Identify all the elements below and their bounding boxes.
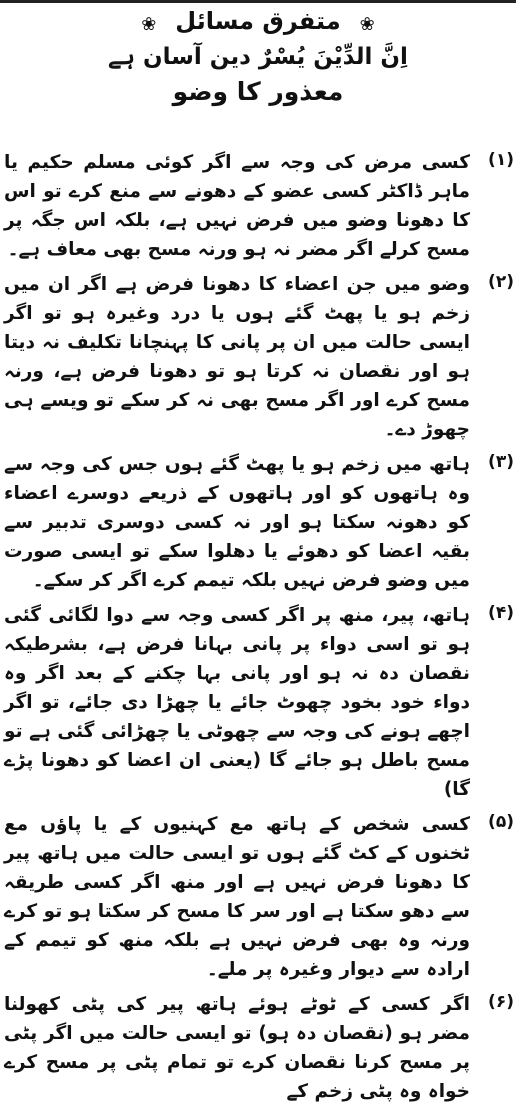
- item-text: کسی شخص کے ہاتھ مع کہنیوں کے یا پاؤں مع ٹخنوں کے کٹ گئے ہوں تو ایسی حالت میں ہاتھ پیر کا دھونا فرض نہیں ہے اور منھ اگر کسی طریقہ سے دھو سکتا ہے اور سر کا مسح کر سکتا ہو تو کرے ورنہ وہ بھی فرض نہیں ہے بلکہ منھ کو تیمم کے ارادہ سے دیوار وغیرہ پر ملے۔: [4, 814, 470, 980]
- item-number: (۴): [488, 603, 514, 623]
- topic-subtitle: معذور کا وضو: [172, 77, 344, 106]
- top-border-rule: [0, 0, 516, 3]
- list-item: [4, 990, 514, 1106]
- section-title: [141, 6, 374, 36]
- item-number: (۵): [488, 812, 514, 832]
- list-item: [4, 270, 514, 444]
- flower-ornament-icon: ❀: [141, 14, 157, 35]
- item-text: وضو میں جن اعضاء کا دھونا فرض ہے اگر ان میں زخم ہو یا پھٹ گئے ہوں یا درد وغیرہ ہو تو اگر ایسی حالت میں ان پر پانی کا پہنچانا تکلیف نہ دیتا ہو اور نقصان نہ کرتا ہو تو دھونا فرض ہے، ورنہ مسح کرے اور اگر مسح بھی نہ کر سکے تو ویسے ہی چھوڑ دے۔: [4, 274, 470, 440]
- list-item: [4, 450, 514, 595]
- rules-list: [4, 148, 514, 1112]
- item-number: (۲): [488, 272, 514, 292]
- item-text: کسی مرض کی وجہ سے اگر کوئی مسلم حکیم یا ماہر ڈاکٹر کسی عضو کے دھونے سے منع کرے تو اس کا دھونا وضو میں فرض نہیں ہے، بلکہ اس جگہ پر مسح کرلے اگر مضر نہ ہو ورنہ مسح بھی معاف ہے۔: [4, 152, 470, 260]
- flower-ornament-icon: ❀: [359, 14, 375, 35]
- item-text: ہاتھ میں زخم ہو یا پھٹ گئے ہوں جس کی وجہ سے وہ ہاتھوں کو اور ہاتھوں کے ذریعے دوسرے اعضاء کو دھونہ سکتا ہو اور نہ کسی دوسری تدبیر سے بقیہ اعضا کو دھوئے یا دھلوا سکے تو ایسی صورت میں وضو فرض نہیں بلکہ تیمم کرے اگر کر سکے۔: [4, 454, 470, 591]
- item-text: ہاتھ، پیر، منھ پر اگر کسی وجہ سے دوا لگائی گئی ہو تو اسی دواء پر پانی بہانا فرض ہے، بشرطیکہ نقصان دہ نہ ہو اور پانی بہا چکنے کے بعد اگر وہ دواء خود بخود چھوٹ جائے یا چھڑا دی جائے، تو اگر اچھے ہونے کی وجہ سے چھوٹی یا چھڑائی گئی ہے تو مسح باطل ہو جائے گا (یعنی ان اعضا کو دھونا پڑے گا): [4, 605, 470, 800]
- item-number: (۶): [488, 992, 514, 1012]
- hadith-heading: اِنَّ الدِّیْنَ یُسْرٌ دین آسان ہے: [108, 44, 408, 70]
- item-number: (۱): [488, 150, 514, 170]
- item-text: اگر کسی کے ٹوٹے ہوئے ہاتھ پیر کی پٹی کھولنا مضر ہو (نقصان دہ ہو) تو ایسی حالت میں اگر پٹی پر مسح کرنا نقصان کرے تو تمام پٹی پر مسح کرے خواہ وہ پٹی زخم کے: [4, 994, 470, 1102]
- item-number: (۳): [488, 452, 514, 472]
- list-item: [4, 810, 514, 984]
- section-title-text: متفرق مسائل: [175, 7, 341, 35]
- list-item: [4, 601, 514, 804]
- list-item: [4, 148, 514, 264]
- page-header: [0, 6, 516, 108]
